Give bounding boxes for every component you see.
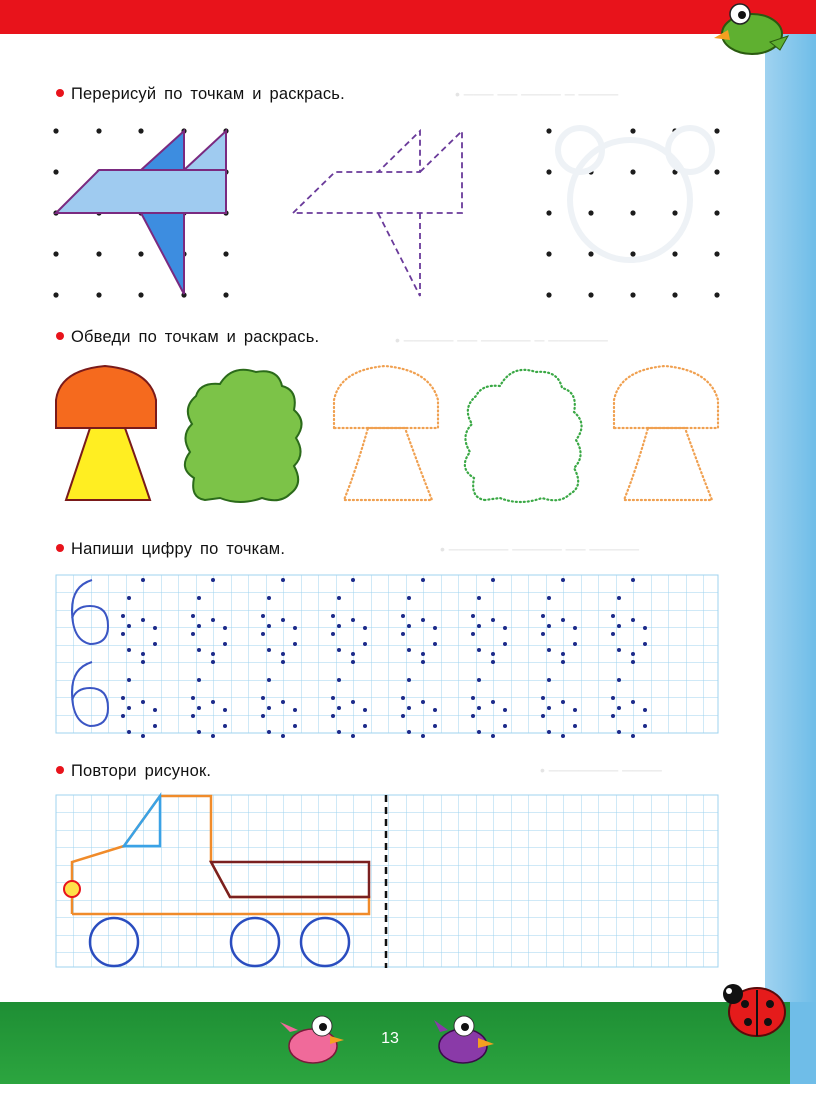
show-through-text: • ────── ───── ── ─────: [440, 541, 640, 557]
digit-guide-dot: [293, 626, 297, 630]
digit-guide-dot: [617, 730, 621, 734]
grid-dot: [96, 292, 101, 297]
digit-guide-dot: [611, 714, 615, 718]
show-through-text: • ─── ── ──── ─ ────: [455, 86, 619, 102]
digit-guide-dot: [281, 660, 285, 664]
digit-guide-dot: [223, 626, 227, 630]
digit-guide-dot: [267, 648, 271, 652]
digit-guide-dot: [331, 614, 335, 618]
digit-guide-dot: [121, 696, 125, 700]
digit-guide-dot: [407, 678, 411, 682]
digit-guide-dot: [197, 624, 201, 628]
pink-bird-icon: [280, 1016, 344, 1063]
digit-guide-dot: [351, 700, 355, 704]
digit-guide-dot: [211, 618, 215, 622]
digit-guide-dot: [281, 618, 285, 622]
digit-guide-dot: [191, 696, 195, 700]
digit-guide-dot: [503, 642, 507, 646]
digit-guide-dot: [337, 596, 341, 600]
digit-guide-dot: [561, 578, 565, 582]
grid-dot: [138, 251, 143, 256]
digit-guide-dot: [267, 706, 271, 710]
digit-guide-dot: [337, 648, 341, 652]
digit-guide-dot: [331, 632, 335, 636]
digit-guide-dot: [491, 618, 495, 622]
digit-guide-dot: [281, 700, 285, 704]
digit-guide-dot: [631, 618, 635, 622]
digit-guide-dot: [121, 714, 125, 718]
digit-guide-dot: [421, 734, 425, 738]
digit-guide-dot: [631, 734, 635, 738]
digit-guide-dot: [267, 624, 271, 628]
digit-guide-dot: [477, 596, 481, 600]
grid-dot: [588, 210, 593, 215]
grid-dot: [672, 210, 677, 215]
digit-guide-dot: [281, 578, 285, 582]
bush-colored: [185, 370, 302, 502]
digit-guide-dot: [541, 696, 545, 700]
digit-guide-dot: [421, 652, 425, 656]
digit-guide-dot: [127, 596, 131, 600]
digit-guide-dot: [491, 660, 495, 664]
digit-guide-dot: [141, 618, 145, 622]
digit-guide-dot: [573, 724, 577, 728]
digit-guide-dot: [223, 724, 227, 728]
digit-guide-dot: [421, 700, 425, 704]
grid-dot: [53, 251, 58, 256]
grid-dot: [588, 292, 593, 297]
grid-dot: [630, 169, 635, 174]
digit-guide-dot: [631, 652, 635, 656]
digit-guide-dot: [261, 614, 265, 618]
digit-guide-dot: [401, 632, 405, 636]
digit-guide-dot: [433, 626, 437, 630]
task-label: Повтори рисунок.: [71, 762, 212, 780]
grid-dot: [630, 210, 635, 215]
grid-dot: [630, 251, 635, 256]
digit-guide-dot: [631, 660, 635, 664]
digit-guide-dot: [547, 648, 551, 652]
digit-guide-dot: [471, 714, 475, 718]
digit-guide-dot: [197, 730, 201, 734]
purple-bird-icon: [434, 1016, 494, 1063]
digit-guide-dot: [503, 626, 507, 630]
digit-guide-dot: [407, 706, 411, 710]
digit-guide-dot: [617, 624, 621, 628]
grid-dot: [546, 292, 551, 297]
digit-guide-dot: [631, 578, 635, 582]
task-label: Обведи по точкам и раскрась.: [71, 328, 320, 346]
digit-guide-dot: [407, 596, 411, 600]
digit-guide-dot: [477, 678, 481, 682]
show-through-text: • ───── ── ───── ─ ──────: [395, 332, 608, 348]
digit-guide-dot: [331, 714, 335, 718]
digit-guide-dot: [561, 660, 565, 664]
digit-guide-dot: [617, 706, 621, 710]
grid-dot: [138, 292, 143, 297]
grid-dot: [672, 251, 677, 256]
digit-guide-dot: [407, 730, 411, 734]
digit-guide-dot: [401, 696, 405, 700]
show-through-bear: [558, 128, 712, 260]
mushroom-colored: [56, 366, 156, 500]
digit-guide-dot: [477, 706, 481, 710]
digit-guide-dot: [363, 626, 367, 630]
grid-dot: [546, 128, 551, 133]
digit-guide-dot: [561, 734, 565, 738]
grid-dot: [546, 169, 551, 174]
digit-guide-dot: [267, 678, 271, 682]
digit-guide-dot: [197, 596, 201, 600]
digit-guide-dot: [363, 642, 367, 646]
digit-guide-dot: [421, 578, 425, 582]
task-label: Перерисуй по точкам и раскрась.: [71, 85, 345, 103]
digit-guide-dot: [547, 730, 551, 734]
digit-guide-dot: [267, 596, 271, 600]
digit-guide-dot: [337, 624, 341, 628]
grid-dot: [714, 292, 719, 297]
digit-guide-dot: [407, 648, 411, 652]
digit-guide-dot: [351, 578, 355, 582]
digit-guide-dot: [547, 706, 551, 710]
digit-guide-dot: [363, 708, 367, 712]
grid-dot: [53, 128, 58, 133]
digit-guide-dot: [153, 724, 157, 728]
digit-guide-dot: [351, 660, 355, 664]
airplane-dashed: [293, 131, 462, 296]
digit-guide-dot: [541, 632, 545, 636]
digit-guide-dot: [471, 696, 475, 700]
digit-guide-dot: [191, 632, 195, 636]
digit-guide-dot: [491, 734, 495, 738]
digit-guide-dot: [631, 700, 635, 704]
grid-dot: [714, 128, 719, 133]
digit-guide-dot: [611, 632, 615, 636]
digit-guide-dot: [211, 660, 215, 664]
digit-guide-dot: [127, 730, 131, 734]
digit-guide-dot: [573, 626, 577, 630]
digit-guide-dot: [337, 706, 341, 710]
digit-guide-dot: [407, 624, 411, 628]
digit-guide-dot: [573, 708, 577, 712]
digit-guide-dot: [197, 648, 201, 652]
digit-guide-dot: [561, 700, 565, 704]
digit-guide-dot: [121, 632, 125, 636]
digit-guide-dot: [191, 614, 195, 618]
digit-guide-dot: [401, 614, 405, 618]
digit-guide-dot: [261, 632, 265, 636]
digit-guide-dot: [547, 678, 551, 682]
digit-guide-dot: [141, 660, 145, 664]
digit-guide-dot: [211, 652, 215, 656]
grid-dot: [53, 169, 58, 174]
digit-guide-dot: [477, 624, 481, 628]
digit-guide-dot: [617, 678, 621, 682]
digit-guide-dot: [127, 678, 131, 682]
digit-guide-dot: [643, 626, 647, 630]
digit-guide-dot: [261, 696, 265, 700]
digit-guide-dot: [611, 614, 615, 618]
digit-guide-dot: [611, 696, 615, 700]
digit-guide-dot: [421, 660, 425, 664]
digit-guide-dot: [141, 700, 145, 704]
digit-guide-dot: [433, 642, 437, 646]
digit-guide-dot: [141, 578, 145, 582]
bush-dotted: [465, 370, 582, 502]
grid-dot: [53, 292, 58, 297]
grid-dot: [714, 169, 719, 174]
digit-guide-dot: [471, 632, 475, 636]
digit-guide-dot: [127, 624, 131, 628]
digit-guide-dot: [141, 734, 145, 738]
digit-guide-dot: [433, 724, 437, 728]
digit-guide-dot: [337, 678, 341, 682]
digit-guide-dot: [141, 652, 145, 656]
digit-guide-dot: [293, 642, 297, 646]
page-number: 13: [381, 1030, 399, 1047]
digit-guide-dot: [503, 708, 507, 712]
digit-guide-dot: [471, 614, 475, 618]
digit-guide-dot: [153, 642, 157, 646]
digit-guide-dot: [477, 648, 481, 652]
digit-guide-dot: [351, 734, 355, 738]
digit-guide-dot: [281, 734, 285, 738]
digit-guide-dot: [491, 578, 495, 582]
digit-guide-dot: [261, 714, 265, 718]
digit-guide-dot: [337, 730, 341, 734]
grid-dot: [714, 210, 719, 215]
digit-guide-dot: [197, 678, 201, 682]
digit-guide-dot: [491, 652, 495, 656]
digit-guide-dot: [211, 700, 215, 704]
digit-guide-dot: [561, 652, 565, 656]
digit-guide-dot: [477, 730, 481, 734]
grid-dot: [223, 251, 228, 256]
digit-guide-dot: [401, 714, 405, 718]
mushroom-dotted-2: [614, 366, 718, 500]
digit-guide-dot: [127, 648, 131, 652]
digit-guide-dot: [211, 734, 215, 738]
digit-guide-dot: [491, 700, 495, 704]
grid-dot: [630, 128, 635, 133]
digit-guide-dot: [153, 626, 157, 630]
digit-guide-dot: [281, 652, 285, 656]
digit-guide-dot: [643, 708, 647, 712]
digit-guide-dot: [223, 708, 227, 712]
digit-guide-dot: [617, 648, 621, 652]
grid-dot: [588, 251, 593, 256]
digit-guide-dot: [363, 724, 367, 728]
grid-dot: [672, 292, 677, 297]
digit-guide-dot: [127, 706, 131, 710]
digit-guide-dot: [643, 642, 647, 646]
digit-guide-dot: [267, 730, 271, 734]
mushroom-dotted-1: [334, 366, 438, 500]
digit-guide-dot: [541, 614, 545, 618]
digit-guide-dot: [503, 724, 507, 728]
show-through-text: • ─────── ────: [540, 762, 662, 778]
bird-character-top-icon: [714, 4, 788, 54]
digit-guide-dot: [421, 618, 425, 622]
digit-guide-dot: [293, 724, 297, 728]
digit-guide-dot: [351, 618, 355, 622]
digit-guide-dot: [433, 708, 437, 712]
grid-dot: [546, 210, 551, 215]
digit-guide-dot: [617, 596, 621, 600]
ladybug-icon: [723, 984, 785, 1036]
grid-dot: [138, 128, 143, 133]
airplane-colored: [56, 131, 226, 294]
digit-guide-dot: [547, 596, 551, 600]
digit-guide-dot: [547, 624, 551, 628]
digit-guide-dot: [211, 578, 215, 582]
digit-guide-dot: [293, 708, 297, 712]
grid-dot: [96, 128, 101, 133]
digit-guide-dot: [121, 614, 125, 618]
grid-dot: [630, 292, 635, 297]
digit-guide-dot: [573, 642, 577, 646]
digit-guide-dot: [643, 724, 647, 728]
grid-dot: [223, 292, 228, 297]
digit-guide-dot: [331, 696, 335, 700]
digit-guide-dot: [191, 714, 195, 718]
grid-dot: [546, 251, 551, 256]
digit-guide-dot: [223, 642, 227, 646]
grid-dot: [96, 251, 101, 256]
digit-guide-dot: [541, 714, 545, 718]
digit-guide-dot: [153, 708, 157, 712]
digit-guide-dot: [197, 706, 201, 710]
digit-guide-dot: [561, 618, 565, 622]
task-label: Напиши цифру по точкам.: [71, 540, 286, 558]
digit-guide-dot: [351, 652, 355, 656]
grid-dot: [714, 251, 719, 256]
